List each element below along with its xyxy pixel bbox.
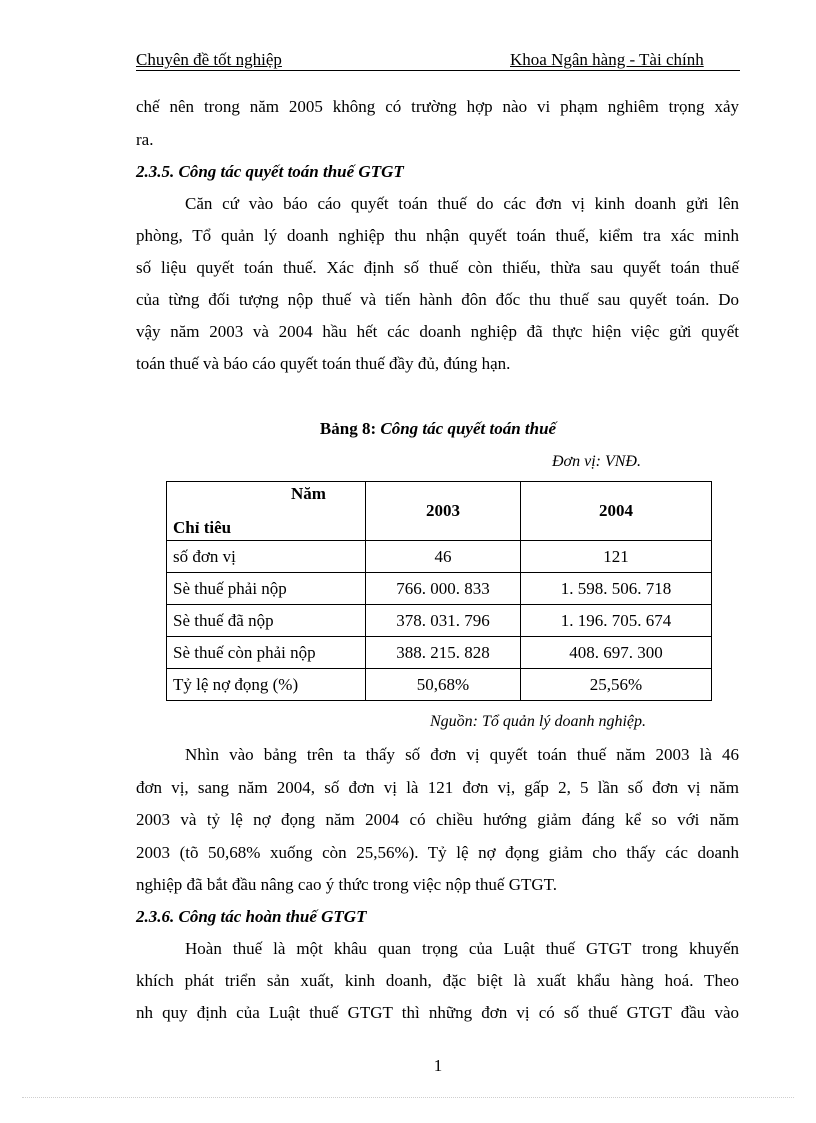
row-label: Sè thuế đã nộp [167, 605, 366, 637]
para3-line-3: nh quy định của Luật thuế GTGT thì những đơn vị có số thuế GTGT đầu vào [136, 1003, 739, 1022]
table-unit: Đơn vị: VNĐ. [552, 453, 641, 470]
row-label: Sè thuế phải nộp [167, 573, 366, 605]
cell-2003: 388. 215. 828 [366, 637, 521, 669]
table-row [167, 541, 712, 573]
corner-indicator-label: Chỉ tiêu [173, 518, 232, 537]
table-row [167, 637, 712, 669]
section-heading-2-3-6: 2.3.6. Công tác hoàn thuế GTGT [136, 907, 367, 926]
para3-line-2: khích phát triển sản xuất, kinh doanh, đặc biệt là xuất khẩu hàng hoá. Theo [136, 971, 739, 990]
para1-line-2: phòng, Tổ quản lý doanh nghiệp thu nhận quyết toán thuế, kiểm tra xác minh [136, 226, 739, 245]
para2-line-4: 2003 (tõ 50,68% xuống còn 25,56%). Tỷ lệ nợ đọng giảm cho thấy các doanh [136, 843, 739, 862]
header-rule [136, 70, 740, 71]
table-title-italic: Công tác quyết toán thuế [380, 419, 557, 438]
table-title-prefix: Bảng 8: [319, 419, 381, 438]
table-row [167, 573, 712, 605]
para3-line-1: Hoàn thuế là một khâu quan trọng của Luật thuế GTGT trong khuyến [185, 939, 739, 958]
table-corner-cell [167, 482, 366, 541]
header-2003: 2003 [366, 482, 521, 541]
tax-settlement-table [166, 481, 712, 701]
cell-2003: 50,68% [366, 669, 521, 701]
para1-line-3: số liệu quyết toán thuế. Xác định số thuế còn thiếu, thừa sau quyết toán thuế [136, 258, 739, 277]
cell-2004: 408. 697. 300 [521, 637, 712, 669]
cell-2003: 46 [366, 541, 521, 573]
table-source: Nguồn: Tổ quản lý doanh nghiệp. [430, 713, 646, 730]
header-left: Chuyên đề tốt nghiệp [136, 50, 282, 69]
cell-2004: 25,56% [521, 669, 712, 701]
para0-line-1: chế nên trong năm 2005 không có trường hợp nào vi phạm nghiêm trọng xảy [136, 97, 739, 116]
table-row [167, 669, 712, 701]
header-right: Khoa Ngân hàng - Tài chính [510, 50, 704, 69]
para1-line-4: của từng đối tượng nộp thuế và tiến hành đôn đốc thu thuế sau quyết toán. Do [136, 290, 739, 309]
cell-2004: 1. 598. 506. 718 [521, 573, 712, 605]
cell-2003: 766. 000. 833 [366, 573, 521, 605]
page-bottom-rule [22, 1097, 794, 1098]
header-2004: 2004 [521, 482, 712, 541]
para1-line-6: toán thuế và báo cáo quyết toán thuế đầy đủ, đúng hạn. [136, 354, 511, 373]
row-label: số đơn vị [167, 541, 366, 573]
para1-line-5: vậy năm 2003 và 2004 hầu hết các doanh nghiệp đã thực hiện việc gửi quyết [136, 322, 739, 341]
row-label: Sè thuế còn phải nộp [167, 637, 366, 669]
cell-2004: 121 [521, 541, 712, 573]
para2-line-1: Nhìn vào bảng trên ta thấy số đơn vị quyết toán thuế năm 2003 là 46 [185, 745, 739, 764]
row-label: Tỷ lệ nợ đọng (%) [167, 669, 366, 701]
para1-line-1: Căn cứ vào báo cáo quyết toán thuế do các đơn vị kinh doanh gửi lên [185, 194, 739, 213]
page-number: 1 [433, 1056, 443, 1075]
table-title [0, 418, 816, 440]
para2-line-3: 2003 và tỷ lệ nợ đọng năm 2004 có chiều hướng giảm đáng kể so với năm [136, 810, 739, 829]
section-heading-2-3-5: 2.3.5. Công tác quyết toán thuế GTGT [136, 162, 404, 181]
cell-2003: 378. 031. 796 [366, 605, 521, 637]
cell-2004: 1. 196. 705. 674 [521, 605, 712, 637]
corner-year-label: Năm [291, 484, 326, 503]
table-header-row [167, 482, 712, 541]
para0-line-2: ra. [136, 130, 154, 149]
table-row [167, 605, 712, 637]
para2-line-2: đơn vị, sang năm 2004, số đơn vị là 121 đơn vị, gấp 2, 5 lần số đơn vị năm [136, 778, 739, 797]
para2-line-5: nghiệp đã bắt đầu nâng cao ý thức trong việc nộp thuế GTGT. [136, 875, 558, 894]
